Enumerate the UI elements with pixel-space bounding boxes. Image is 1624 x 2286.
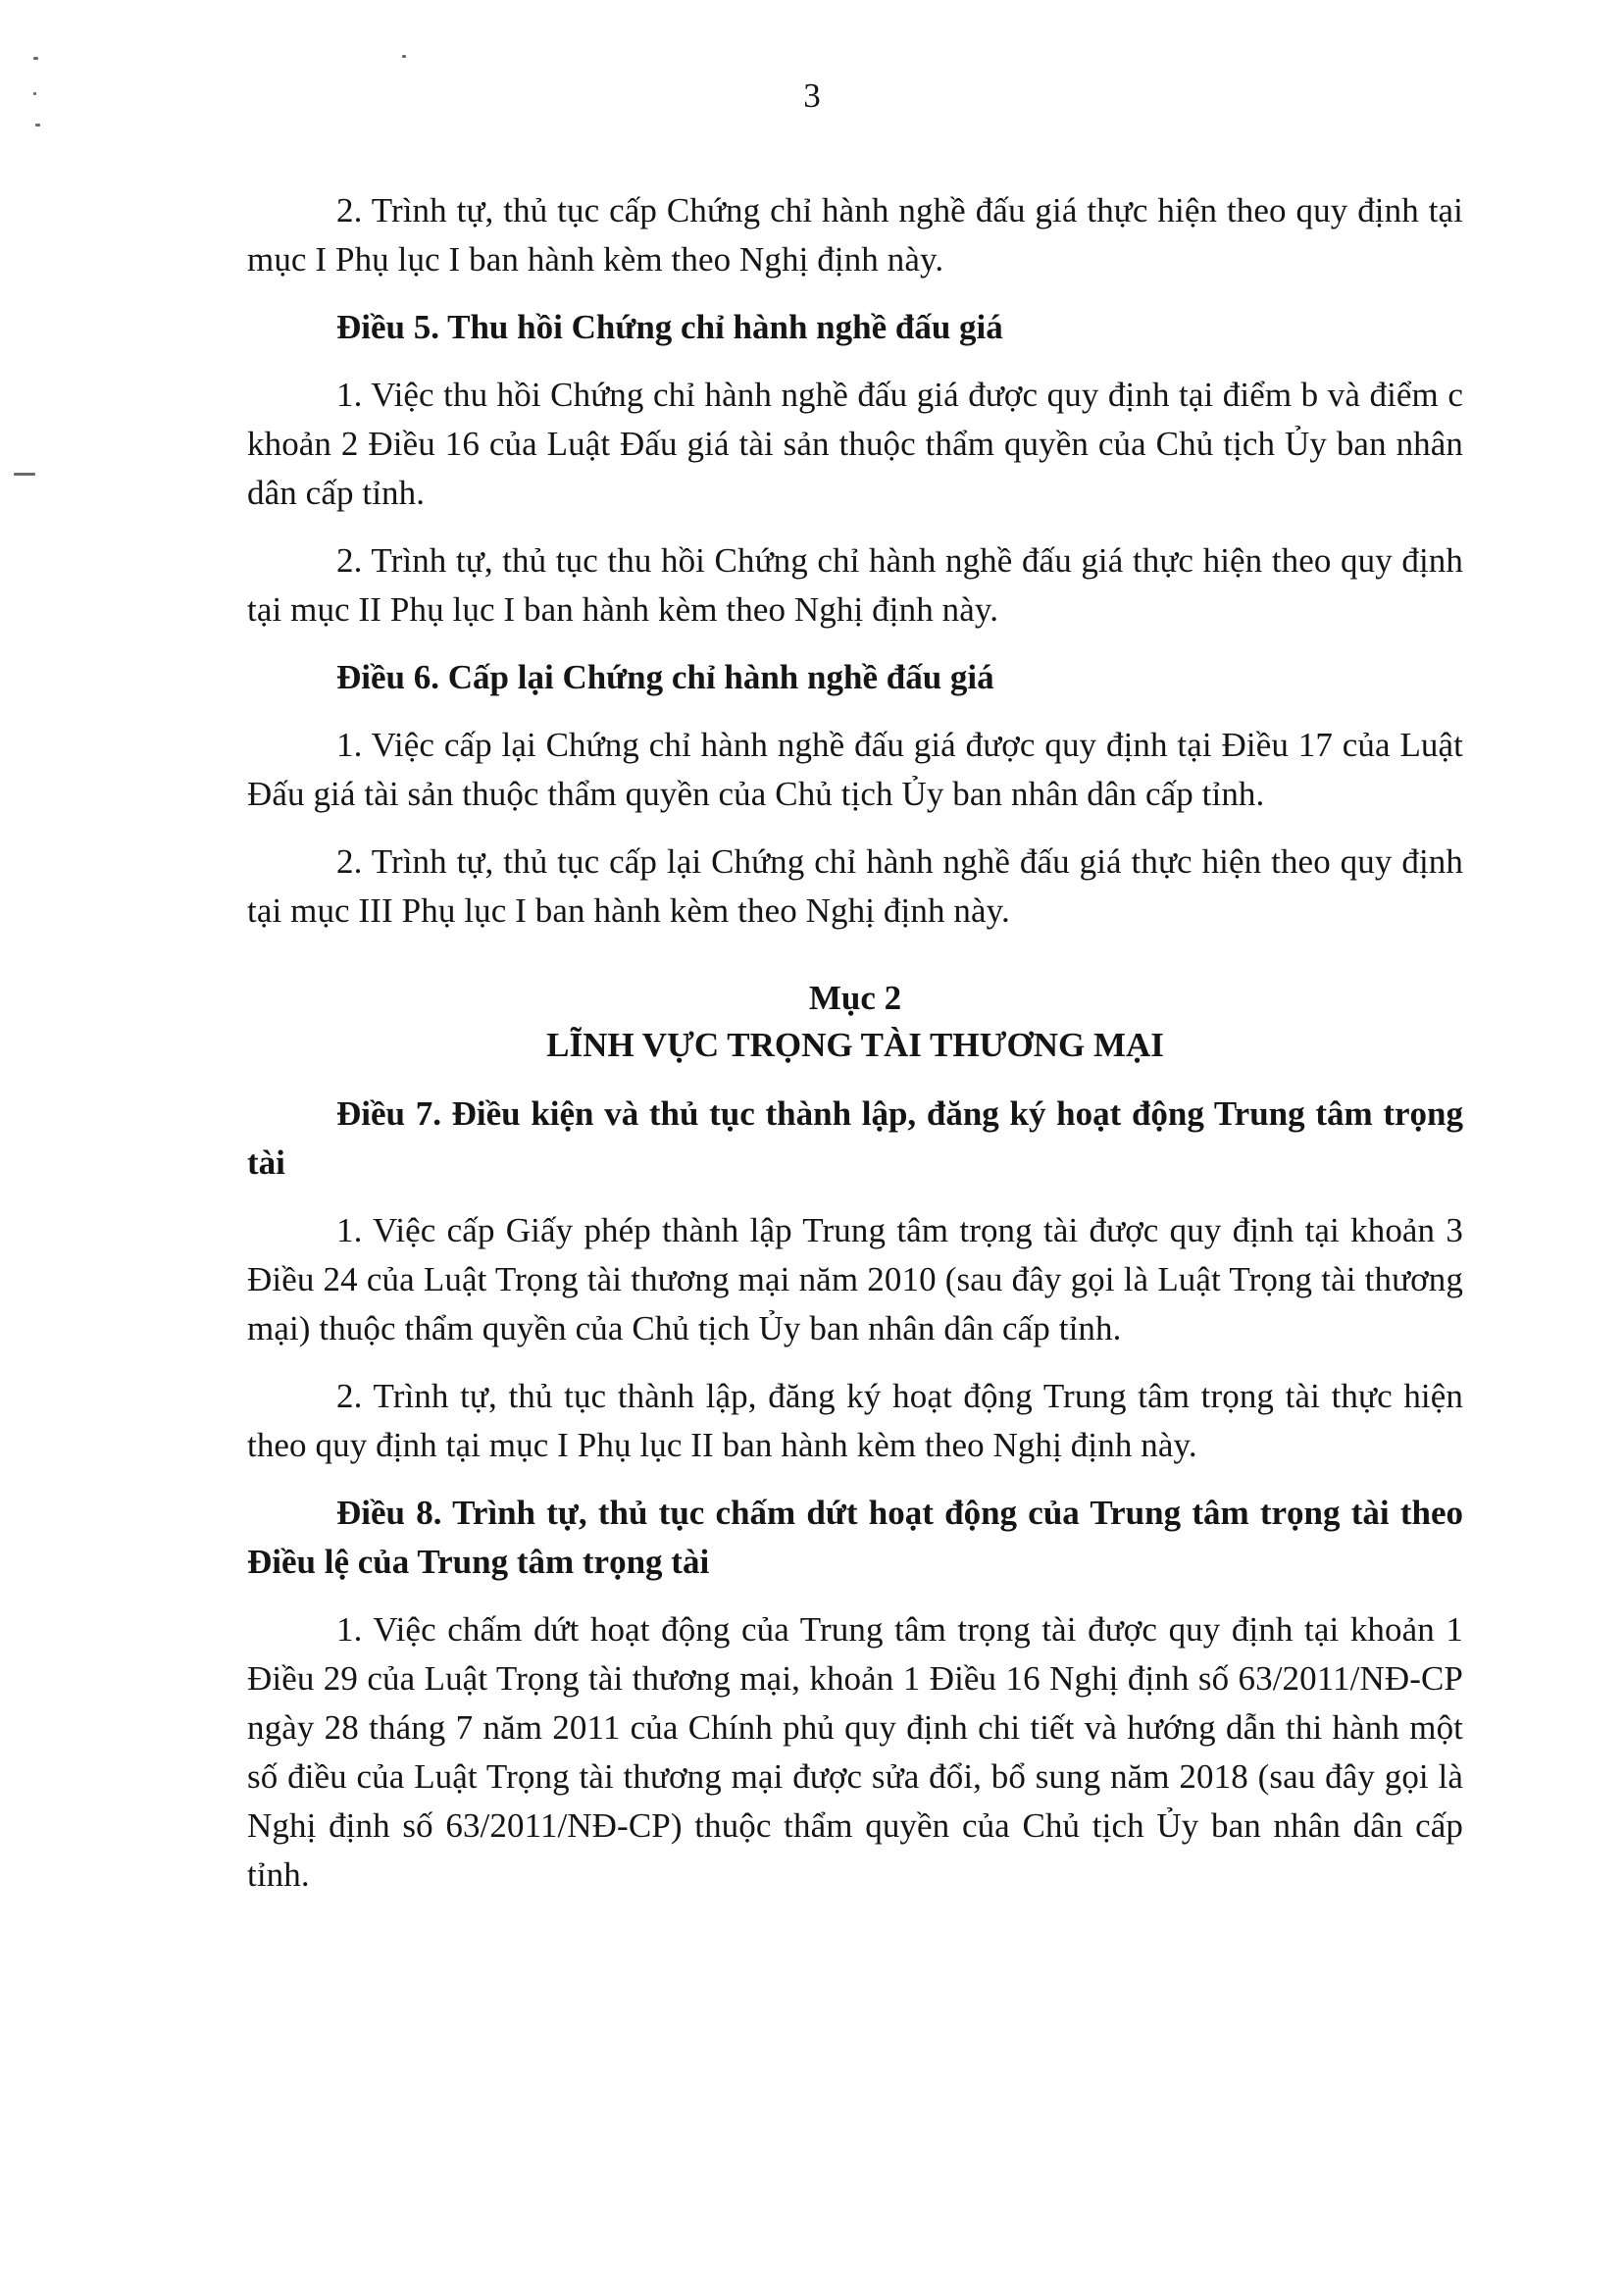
section-title: LĨNH VỰC TRỌNG TÀI THƯƠNG MẠI <box>546 1026 1164 1064</box>
clause-7-2: 2. Trình tự, thủ tục thành lập, đăng ký hoạt động Trung tâm trọng tài thực hiện theo quy định tại mục I Phụ lục II ban hành kèm theo Nghị định này. <box>247 1377 1463 1464</box>
scan-speck <box>35 124 40 127</box>
article-7-heading: Điều 7. Điều kiện và thủ tục thành lập, đăng ký hoạt động Trung tâm trọng tài <box>247 1094 1463 1182</box>
clause-4-2: 2. Trình tự, thủ tục cấp Chứng chỉ hành nghề đấu giá thực hiện theo quy định tại mục I Phụ lục I ban hành kèm theo Nghị định này. <box>247 191 1463 279</box>
clause-5-2: 2. Trình tự, thủ tục thu hồi Chứng chỉ hành nghề đấu giá thực hiện theo quy định tại mục II Phụ lục I ban hành kèm theo Nghị định này. <box>247 541 1463 629</box>
clause-5-1: 1. Việc thu hồi Chứng chỉ hành nghề đấu giá được quy định tại điểm b và điểm c khoản 2 Điều 16 của Luật Đấu giá tài sản thuộc thẩm quyền của Chủ tịch Ủy ban nhân dân cấp tỉnh. <box>247 376 1463 512</box>
section-label: Mục 2 <box>808 979 902 1017</box>
scan-speck <box>14 473 35 476</box>
clause-6-2: 2. Trình tự, thủ tục cấp lại Chứng chỉ hành nghề đấu giá thực hiện theo quy định tại mục III Phụ lục I ban hành kèm theo Nghị định này. <box>247 842 1463 930</box>
clause-6-1: 1. Việc cấp lại Chứng chỉ hành nghề đấu giá được quy định tại Điều 17 của Luật Đấu giá tài sản thuộc thẩm quyền của Chủ tịch Ủy ban nhân dân cấp tỉnh. <box>247 726 1463 813</box>
article-8-heading: Điều 8. Trình tự, thủ tục chấm dứt hoạt động của Trung tâm trọng tài theo Điều lệ của Trung tâm trọng tài <box>247 1494 1463 1581</box>
clause-8-1: 1. Việc chấm dứt hoạt động của Trung tâm trọng tài được quy định tại khoản 1 Điều 29 của Luật Trọng tài thương mại, khoản 1 Điều 16 Nghị định số 63/2011/NĐ-CP ngày 28 tháng 7 năm 2011 của Chính phủ quy định chi tiết và hướng dẫn thi hành một số điều của Luật Trọng tài thương mại được sửa đổi, bổ sung năm 2018 (sau đây gọi là Nghị định số 63/2011/NĐ-CP) thuộc thẩm quyền của Chủ tịch Ủy ban nhân dân cấp tỉnh. <box>247 1610 1463 1894</box>
scan-speck <box>33 57 38 60</box>
article-5-heading: Điều 5. Thu hồi Chứng chỉ hành nghề đấu giá <box>336 308 1003 346</box>
scan-speck <box>402 55 406 58</box>
document-body <box>247 186 1463 1900</box>
clause-7-1: 1. Việc cấp Giấy phép thành lập Trung tâm trọng tài được quy định tại khoản 3 Điều 24 của Luật Trọng tài thương mại năm 2010 (sau đây gọi là Luật Trọng tài thương mại) thuộc thẩm quyền của Chủ tịch Ủy ban nhân dân cấp tỉnh. <box>247 1211 1463 1347</box>
page-number: 3 <box>803 76 821 115</box>
article-6-heading: Điều 6. Cấp lại Chứng chỉ hành nghề đấu giá <box>336 658 994 696</box>
